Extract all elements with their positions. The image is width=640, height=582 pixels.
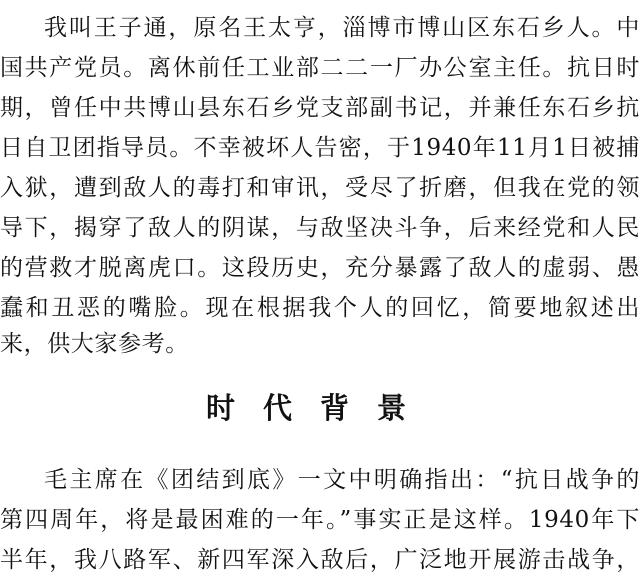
paragraph1-line-3: 期，曾任中共博山县东石乡党支部副书记，并兼任东石乡抗 <box>0 95 640 121</box>
paragraph1-line-6: 导下，揭穿了敌人的阴谋，与敌坚决斗争，后来经党和人民 <box>0 215 640 241</box>
paragraph1-line-9: 来，供大家参考。 <box>0 331 189 357</box>
paragraph1-line-7: 的营救才脱离虎口。这段历史，充分暴露了敌人的虚弱、愚 <box>0 255 640 281</box>
paragraph1-line-2: 国共产党员。离休前任工业部二二一厂办公室主任。抗日时 <box>0 55 640 81</box>
paragraph1-line-1: 我叫王子通，原名王太亨，淄博市博山区东石乡人。中 <box>44 15 640 41</box>
paragraph1-line-5: 入狱，遭到敌人的毒打和审讯，受尽了折磨，但我在党的领 <box>0 175 640 201</box>
paragraph1-line-8: 蠢和丑恶的嘴脸。现在根据我个人的回忆，简要地叙述出 <box>0 295 640 321</box>
paragraph2-line-3: 半年，我八路军、新四军深入敌后，广泛地开展游击战争， <box>0 547 640 573</box>
paragraph2-line-1: 毛主席在《团结到底》一文中明确指出：“抗日战争的 <box>44 467 640 493</box>
paragraph1-line-4: 日自卫团指导员。不幸被坏人告密，于1940年11月1日被捕 <box>0 135 640 161</box>
section-heading: 时代背景 <box>205 391 434 425</box>
paragraph2-line-2: 第四周年，将是最困难的一年。”事实正是这样。1940年下 <box>0 507 640 533</box>
